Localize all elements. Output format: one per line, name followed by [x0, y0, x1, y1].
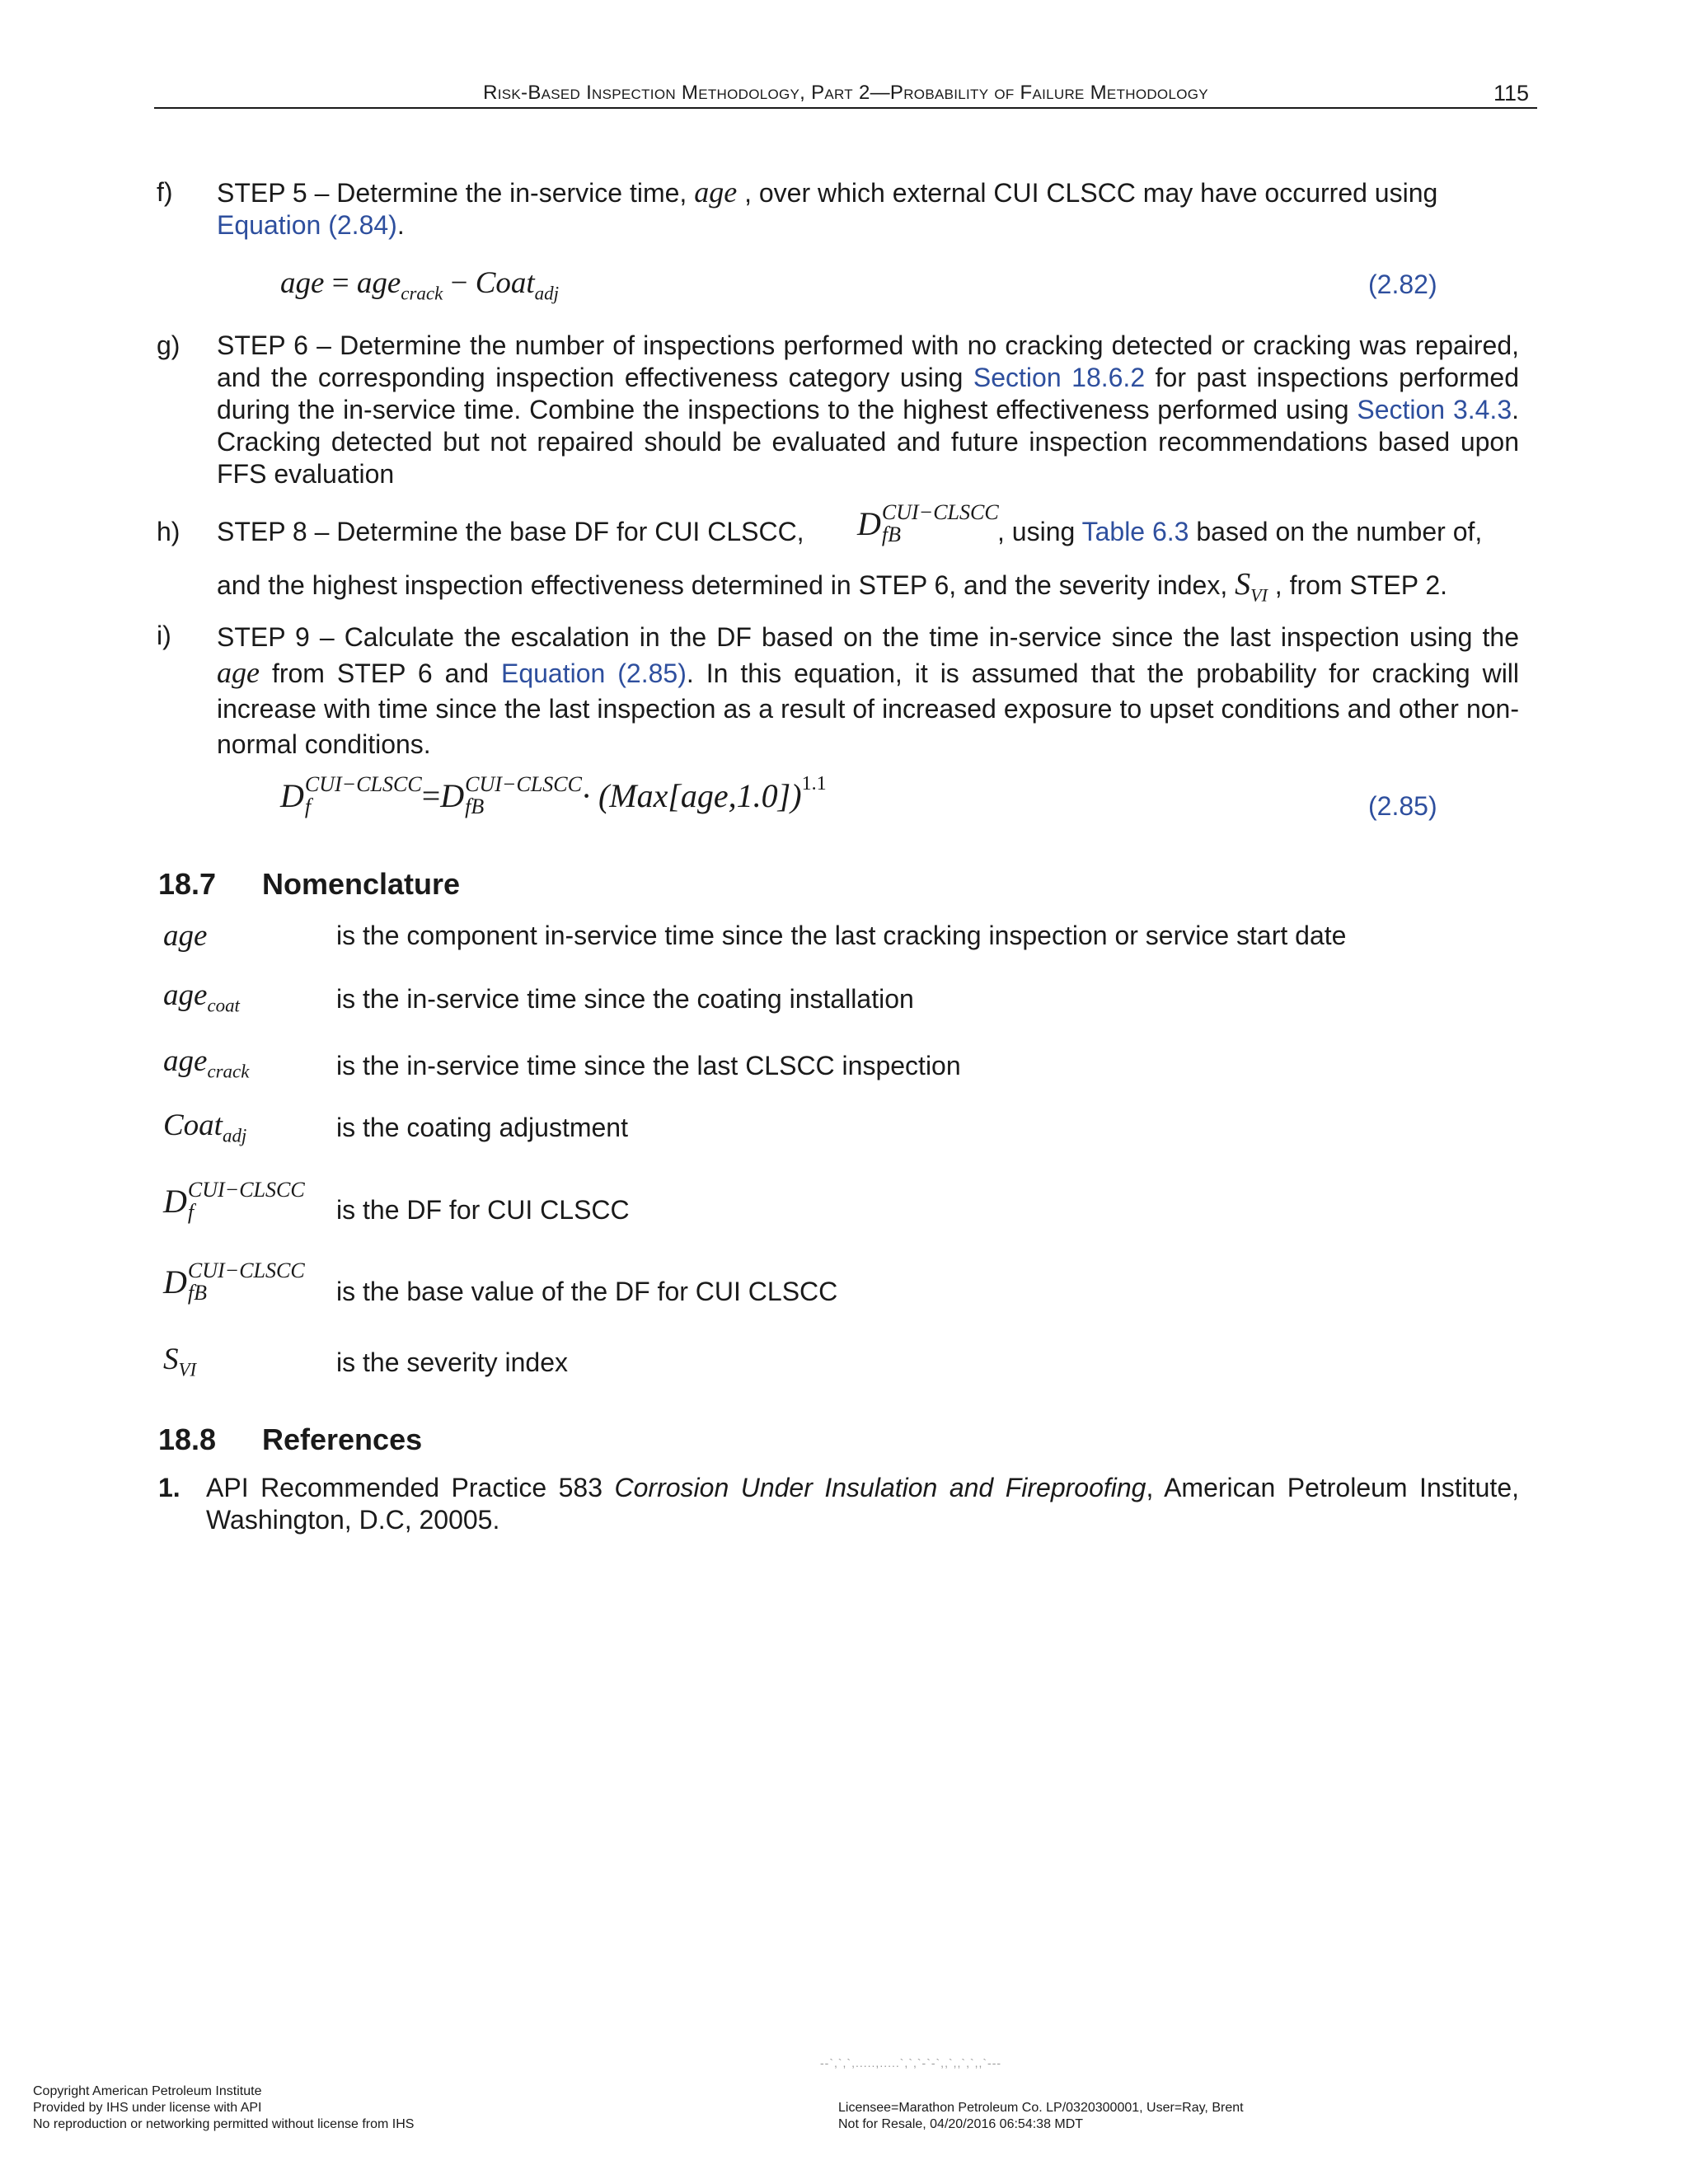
- equation-number-2-85: (2.85): [1368, 791, 1437, 821]
- step-f-label: f): [157, 177, 173, 207]
- age-symbol: age: [694, 176, 738, 209]
- page-header: [154, 79, 1537, 109]
- step-g-text: STEP 6 – Determine the number of inspections performed with no cracking detected or cracking was repaired, and the corresponding inspection effectiveness category using Section 18.6.2 for past inspections performed during the in-service time. Combine the inspections to the highest effectiveness performed using Section 3.4.3. Cracking detected but not repaired should be evaluated and future inspection recommendations based upon FFS evaluation: [217, 330, 1520, 489]
- nomenclature-symbol: age: [163, 919, 208, 953]
- nomenclature-description: is the base value of the DF for CUI CLSCC: [336, 1277, 838, 1306]
- nomenclature-symbol: Coat$_{adj}$: [163, 1108, 247, 1146]
- dfb-symbol: D CUI−CLSCC fB: [857, 500, 999, 546]
- nomenclature-symbol: age$_{crack}$: [163, 1044, 250, 1082]
- reference-item: API Recommended Practice 583 Corrosion Under Insulation and Fireproofing, American Petroleum Institute, Washington, D.C, 20005.: [206, 1473, 1520, 1535]
- footer-watermark-dots: --`,`,`,.....,.....`,`,`-`-`,,`,,`,`,,`---: [820, 2056, 1002, 2069]
- age-symbol-2: age: [217, 656, 260, 689]
- nomenclature-symbol: D CUI−CLSCC f: [163, 1178, 305, 1224]
- nomenclature-symbol: age$_{coat}$: [163, 978, 240, 1016]
- equation-2-82: age = age$_{crack}$ − Coat$_{adj}$: [280, 266, 560, 304]
- svi-symbol: $S_{VI}$: [1235, 567, 1268, 606]
- nomenclature-description: is the severity index: [336, 1347, 569, 1377]
- link-equation-2-84[interactable]: Equation (2.84): [217, 210, 397, 240]
- step-g-label: g): [157, 330, 181, 360]
- step-h-line2: and the highest inspection effectiveness determined in STEP 6, and the severity index, $S_{VI}$ , from STEP 2.: [217, 567, 1448, 606]
- step-i-label: i): [157, 621, 171, 650]
- nomenclature-symbol: D CUI−CLSCC fB: [163, 1258, 305, 1305]
- equation-number-2-82: (2.82): [1368, 269, 1437, 299]
- step-h-line1-end: , using Table 6.3 based on the number of,: [997, 517, 1483, 546]
- reference-number: 1.: [158, 1473, 181, 1502]
- step-h-line1: STEP 8 – Determine the base DF for CUI CLSCC,: [217, 517, 804, 546]
- link-section-18-6-2[interactable]: Section 18.6.2: [973, 363, 1146, 392]
- link-equation-2-85[interactable]: Equation (2.85): [500, 658, 687, 688]
- section-heading-references: 18.8 References: [158, 1422, 423, 1456]
- page-number: 115: [1493, 81, 1529, 105]
- footer-left: Copyright American Petroleum Institute Provided by IHS under license with API No reproduction or networking permitted without license from IHS: [33, 2084, 415, 2131]
- footer-right: Licensee=Marathon Petroleum Co. LP/0320300001, User=Ray, Brent Not for Resale, 04/20/2016 06:54:38 MDT: [838, 2101, 1244, 2131]
- link-section-3-4-3[interactable]: Section 3.4.3: [1357, 395, 1512, 424]
- header-title: Risk-Based Inspection Methodology, Part 2—Probability of Failure Methodology: [483, 82, 1208, 104]
- step-h-label: h): [157, 517, 181, 546]
- equation-2-85: D CUI−CLSCC f = D CUI−CLSCC fB · (Max[age,1.0]) $^{1.1}$: [280, 772, 827, 818]
- step-i-text: STEP 9 – Calculate the escalation in the DF based on the time in-service since the last inspection using the age from STEP 6 and Equation (2.85). In this equation, it is assumed that the probability for cracking will increase with time since the last inspection as a result of increased exposure to upset conditions and other non-normal conditions.: [217, 622, 1520, 759]
- step-f-text: STEP 5 – Determine the in-service time, age , over which external CUI CLSCC may have occurred using Equation (2.84).: [217, 176, 1438, 240]
- nomenclature-description: is the coating adjustment: [336, 1113, 628, 1142]
- nomenclature-description: is the component in-service time since the last cracking inspection or service start date: [336, 921, 1347, 950]
- nomenclature-description: is the DF for CUI CLSCC: [336, 1195, 630, 1225]
- section-heading-nomenclature: 18.7 Nomenclature: [158, 867, 461, 901]
- nomenclature-description: is the in-service time since the last CLSCC inspection: [336, 1051, 961, 1080]
- link-table-6-3[interactable]: Table 6.3: [1081, 517, 1189, 546]
- nomenclature-description: is the in-service time since the coating installation: [336, 984, 914, 1014]
- nomenclature-symbol: $S_{VI}$: [163, 1343, 197, 1380]
